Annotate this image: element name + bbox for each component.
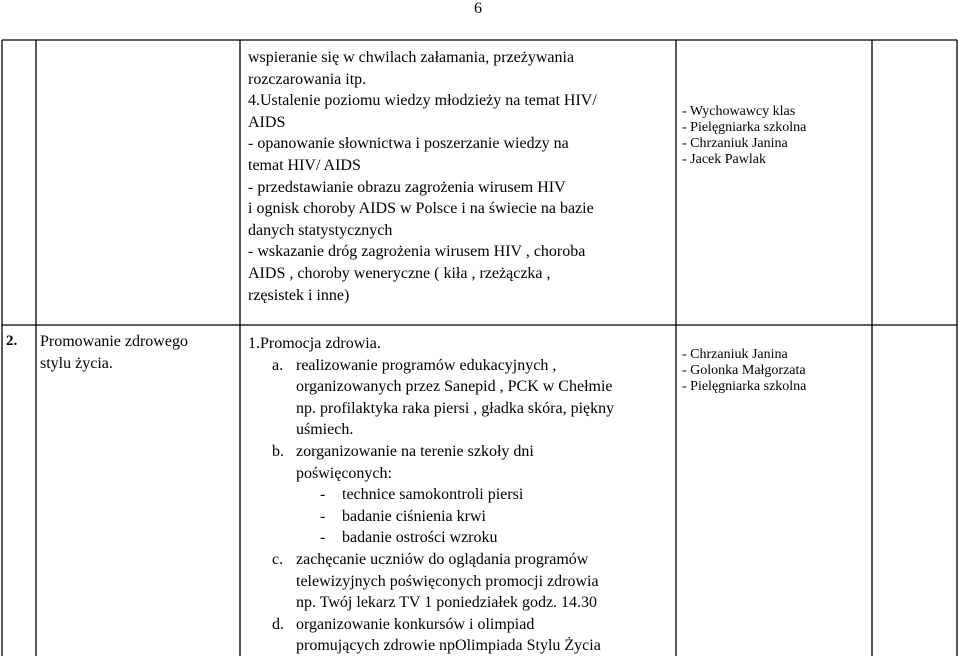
row1-line: AIDS , choroby weneryczne ( kiła , rzeżączka , — [248, 264, 551, 282]
item-line: realizowanie programów edukacyjnych , — [296, 356, 557, 374]
item-label: b. — [272, 442, 284, 460]
responsible-person: - Chrzaniuk Janina — [682, 347, 788, 362]
item-label: d. — [272, 615, 284, 633]
row2-title-cell — [40, 331, 235, 374]
row1-line: - wskazanie dróg zagrożenia wirusem HIV , choroba — [248, 243, 586, 261]
item-line: np. Twój lekarz TV 1 poniedziałek godz. 14.30 — [296, 594, 598, 612]
list-item — [248, 441, 668, 484]
item-line: np. profilaktyka raka piersi , gładka skóra, piękny — [296, 399, 615, 417]
sub-list-item — [248, 506, 668, 528]
sub-item-text: technice samokontroli piersi — [342, 486, 524, 504]
row2-content-cell — [248, 333, 668, 657]
sub-item-text: badanie ostrości wzroku — [342, 529, 498, 547]
row2-heading: 1.Promocja zdrowia. — [248, 335, 381, 352]
sub-list-item — [248, 484, 668, 506]
responsible-person: - Wychowawcy klas — [682, 104, 796, 119]
responsible-person: - Pielęgniarka szkolna — [682, 120, 807, 135]
item-line: telewizyjnych poświęconych promocji zdrowia — [296, 572, 599, 590]
row2-title-line: Promowanie zdrowego — [40, 333, 188, 350]
item-line: organizowanych przez Sanepid , PCK w Chełmie — [296, 378, 613, 396]
item-line: uśmiech. — [296, 421, 354, 439]
row1-line: rozczarowania itp. — [248, 70, 367, 88]
row1-line: AIDS — [248, 113, 286, 131]
dash-bullet-icon: - — [320, 486, 326, 504]
row1-line: rzęsistek i inne) — [248, 286, 350, 304]
row1-line: danych statystycznych — [248, 221, 393, 239]
item-line: promujących zdrowie npOlimpiada Stylu Życia — [296, 637, 601, 655]
list-item — [248, 614, 668, 657]
responsible-person: - Golonka Małgorzata — [682, 363, 806, 378]
responsible-person: - Chrzaniuk Janina — [682, 136, 788, 151]
item-line: zorganizowanie na terenie szkoły dni — [296, 442, 534, 460]
sub-list-item — [248, 527, 668, 549]
responsible-person: - Pielęgniarka szkolna — [682, 379, 807, 394]
list-item — [248, 549, 668, 614]
dash-bullet-icon: - — [320, 529, 326, 547]
row1-content-cell — [248, 47, 668, 306]
row2-title-line: stylu życia. — [40, 354, 113, 372]
row1-responsible-cell — [682, 104, 842, 168]
row1-line: - przedstawianie obrazu zagrożenia wirusem HIV — [248, 178, 566, 196]
sub-item-text: badanie ciśnienia krwi — [342, 507, 486, 525]
row2-responsible-cell — [682, 347, 872, 395]
row2-number: 2. — [6, 333, 18, 349]
row1-line: - opanowanie słownictwa i poszerzanie wiedzy na — [248, 135, 569, 153]
row1-line: i ognisk choroby AIDS w Polsce i na świecie na bazie — [248, 200, 594, 218]
dash-bullet-icon: - — [320, 507, 326, 525]
item-line: poświęconych: — [296, 464, 392, 482]
row1-line: wspieranie się w chwilach załamania, przeżywania — [248, 49, 575, 66]
item-label: c. — [272, 550, 284, 568]
list-item — [248, 355, 668, 441]
item-label: a. — [272, 356, 284, 374]
item-line: zachęcanie uczniów do oglądania programów — [296, 550, 589, 568]
row1-line: temat HIV/ AIDS — [248, 156, 361, 174]
responsible-person: - Jacek Pawlak — [682, 152, 766, 167]
page-number: 6 — [474, 0, 482, 17]
row1-line: 4.Ustalenie poziomu wiedzy młodzieży na temat HIV/ — [248, 92, 597, 110]
item-line: organizowanie konkursów i olimpiad — [296, 615, 535, 633]
